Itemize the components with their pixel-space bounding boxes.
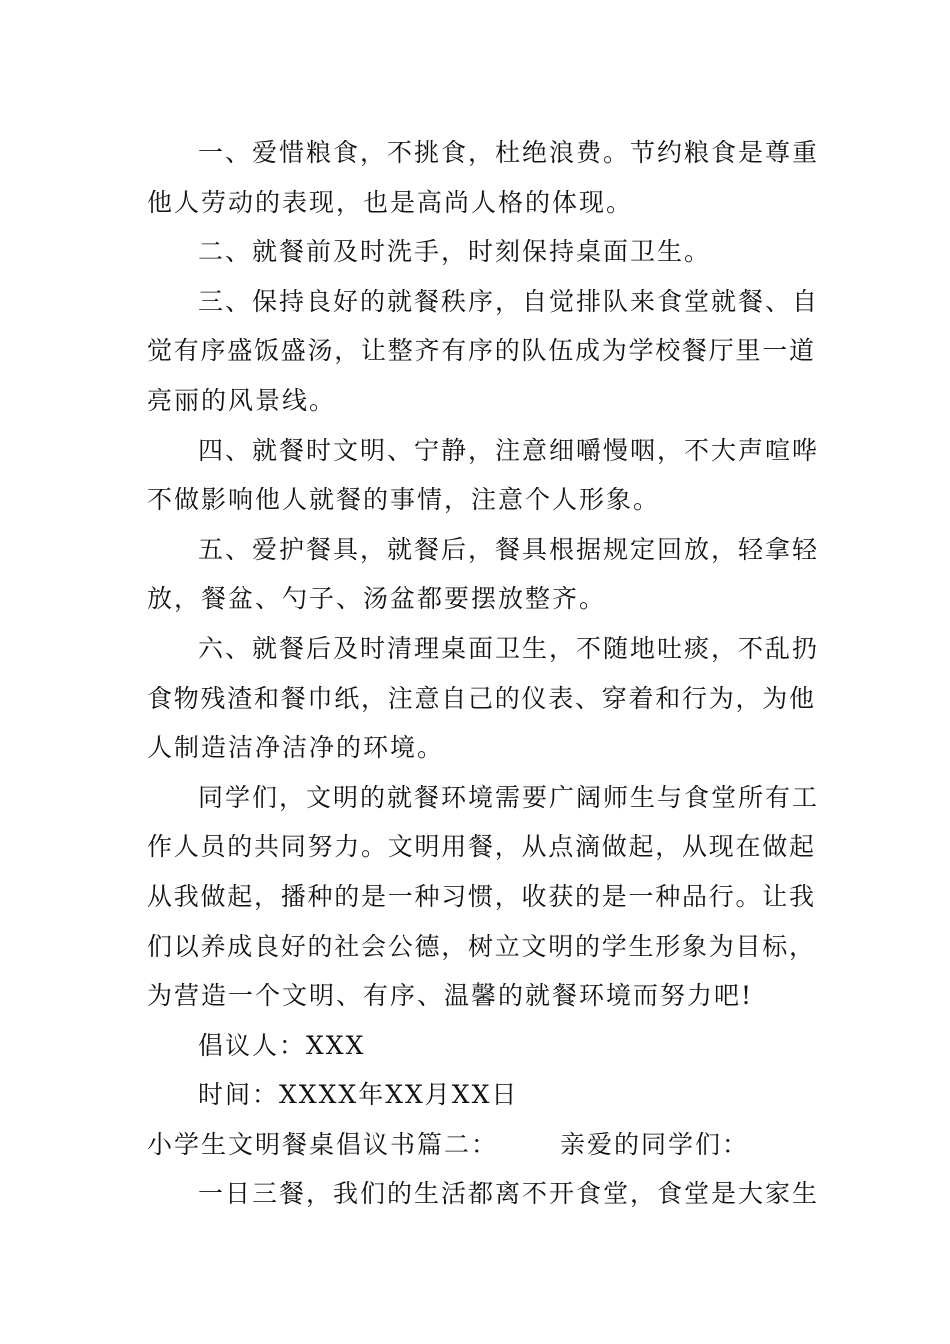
paragraph-line: 放，餐盆、勺子、汤盆都要摆放整齐。 [147,584,607,614]
paragraph-line: 觉有序盛饭盛汤，让整齐有序的队伍成为学校餐厅里一道 [147,336,816,366]
document-body [147,128,819,1219]
paragraph-line: 作人员的共同努力。文明用餐，从点滴做起，从现在做起 [147,832,816,862]
section-heading [147,1120,819,1170]
paragraph-line: 从我做起，播种的是一种习惯，收获的是一种品行。让我 [147,881,816,911]
paragraph-line: 人制造洁净洁净的环境。 [147,733,445,763]
paragraph-line: 同学们，文明的就餐环境需要广阔师生与食堂所有工 [198,782,820,812]
paragraph-line: 为营造一个文明、有序、温馨的就餐环境而努力吧! [147,981,754,1011]
paragraph-line: 他人劳动的表现，也是高尚人格的体现。 [147,187,634,217]
greeting: 亲爱的同学们： [560,1129,750,1159]
paragraph-line: 一、爱惜粮食，不挑食，杜绝浪费。节约粮食是尊重 [198,138,820,167]
proposer-line: 倡议人：XXX [198,1030,366,1060]
paragraph-line: 五、爱护餐具，就餐后，餐具根据规定回放，轻拿轻 [198,534,820,564]
paragraph-line: 六、就餐后及时清理桌面卫生，不随地吐痰，不乱扔 [198,633,820,663]
paragraph-line: 三、保持良好的就餐秩序，自觉排队来食堂就餐、自 [198,286,820,316]
paragraph-line: 亮丽的风景线。 [147,385,337,415]
paragraph-line: 四、就餐时文明、宁静，注意细嚼慢咽，不大声喧哗 [198,435,820,465]
paragraph-line: 二、就餐前及时洗手，时刻保持桌面卫生。 [198,237,712,267]
paragraph-line: 们以养成良好的社会公德，树立文明的学生形象为目标， [147,931,816,961]
paragraph-line: 一日三餐，我们的生活都离不开食堂，食堂是大家生 [198,1179,820,1209]
section-title: 小学生文明餐桌倡议书篇二： [147,1129,499,1159]
paragraph-line: 食物残渣和餐巾纸，注意自己的仪表、穿着和行为，为他 [147,683,816,713]
paragraph-line: 不做影响他人就餐的事情，注意个人形象。 [147,485,661,515]
date-line: 时间：XXXX年XX月XX日 [198,1080,519,1110]
